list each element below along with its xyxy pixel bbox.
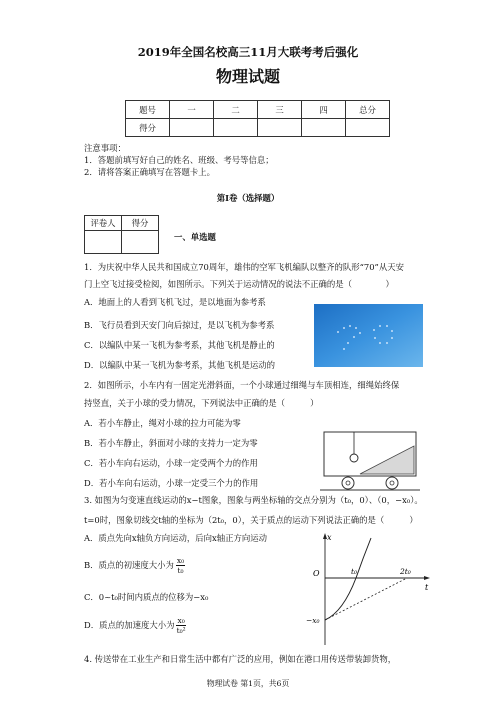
score-input-cell[interactable] bbox=[302, 119, 346, 137]
cart-diagram bbox=[320, 428, 420, 492]
score-cell: 题号 bbox=[126, 101, 170, 119]
q2-option-d[interactable]: D．若小车向右运动，小球一定受三个力的作用 bbox=[84, 478, 259, 488]
q3-option-b[interactable] bbox=[84, 556, 185, 575]
q3-option-c[interactable]: C．0~t₀时间内质点的位移为−x₀ bbox=[84, 592, 209, 602]
score-cell: 得分 bbox=[126, 119, 170, 137]
q3-option-b-text: B．质点的初速度大小为 bbox=[84, 560, 174, 570]
q2-stem-line1: 2．如图所示，小车内有一固定光滑斜面，一个小球通过细绳与车顶相连，细绳始终保 bbox=[84, 380, 400, 390]
score-input-cell[interactable] bbox=[258, 119, 302, 137]
q1-option-c[interactable]: C．以编队中某一飞机为参考系，其他飞机是静止的 bbox=[84, 340, 275, 350]
score-cell: 二 bbox=[214, 101, 258, 119]
fraction-numerator: x₀ bbox=[176, 556, 185, 565]
fraction bbox=[176, 616, 185, 635]
neg-x0-label: −x₀ bbox=[306, 616, 320, 625]
score-input-cell[interactable] bbox=[346, 119, 390, 137]
q3-option-a[interactable]: A．质点先向x轴负方向运动，后向x轴正方向运动 bbox=[84, 533, 267, 543]
q2-stem-line2: 持竖直，关于小球的受力情况，下列说法中正确的是（ ） bbox=[84, 398, 319, 408]
note-item: 2．请将答案正确填写在答题卡上。 bbox=[84, 167, 215, 177]
fraction-numerator: x₀ bbox=[177, 616, 185, 625]
grader-input-cell[interactable] bbox=[85, 231, 122, 254]
x-axis-label: t bbox=[425, 583, 429, 592]
y-axis-label: x bbox=[327, 533, 332, 542]
notes-heading: 注意事项： bbox=[84, 143, 126, 153]
score-table-header-row bbox=[126, 101, 390, 119]
page-footer: 物理试卷 第1页，共6页 bbox=[206, 679, 290, 688]
score-table-score-row bbox=[126, 119, 390, 137]
q2-option-b[interactable]: B．若小车静止，斜面对小球的支持力一定为零 bbox=[84, 438, 258, 448]
section-title: 第I卷（选择题） bbox=[216, 193, 280, 203]
exam-title: 2019年全国名校高三11月大联考考后强化 bbox=[137, 45, 359, 59]
q2-option-c[interactable]: C．若小车向右运动，小球一定受两个力的作用 bbox=[84, 458, 258, 468]
grader-label: 评卷人 bbox=[85, 216, 122, 231]
score-table bbox=[125, 100, 390, 137]
fraction-denominator: t₀² bbox=[176, 626, 186, 635]
q3-stem-line1: 3. 如图为匀变速直线运动的x−t图象，图象与两坐标轴的交点分别为（t₀，0）、（0，−x₀）。 bbox=[84, 495, 423, 505]
q2-option-a[interactable]: A．若小车静止，绳对小球的拉力可能为零 bbox=[84, 418, 241, 428]
origin-label: O bbox=[313, 569, 320, 578]
grader-input-cell[interactable] bbox=[122, 231, 159, 254]
q3-stem-line2: t=0时，图象切线交t轴的坐标为（2t₀，0），关于质点的运动下列说法正确的是（ ） bbox=[84, 515, 418, 525]
fraction bbox=[176, 556, 185, 575]
2t0-label: 2t₀ bbox=[400, 567, 411, 576]
grader-table bbox=[84, 215, 159, 254]
score-input-cell[interactable] bbox=[170, 119, 214, 137]
t0-label: t₀ bbox=[351, 567, 358, 576]
q1-stem-line2: 门上空飞过接受检阅，如图所示。下列关于运动情况的说法不正确的是（ ） bbox=[84, 279, 394, 289]
xt-graph bbox=[305, 530, 435, 650]
score-cell: 三 bbox=[258, 101, 302, 119]
note-item: 1．答题前填写好自己的姓名、班级、考号等信息； bbox=[84, 155, 274, 165]
q1-option-d[interactable]: D．以编队中某一飞机为参考系，其他飞机是运动的 bbox=[84, 360, 275, 370]
score-cell: 总分 bbox=[346, 101, 390, 119]
q1-option-a[interactable]: A．地面上的人看到飞机飞过，是以地面为参考系 bbox=[84, 297, 266, 307]
q1-option-b[interactable]: B．飞行员看到天安门向后掠过，是以飞机为参考系 bbox=[84, 320, 275, 330]
airshow-photo bbox=[314, 304, 423, 367]
grader-score-label: 得分 bbox=[122, 216, 159, 231]
score-cell: 四 bbox=[302, 101, 346, 119]
q3-option-d-text: D．质点的加速度大小为 bbox=[84, 620, 175, 630]
exam-subtitle: 物理试题 bbox=[215, 67, 280, 86]
q3-option-d[interactable] bbox=[84, 616, 186, 635]
score-input-cell[interactable] bbox=[214, 119, 258, 137]
part-title: 一、单选题 bbox=[174, 232, 216, 242]
score-cell: 一 bbox=[170, 101, 214, 119]
q4-stem-line1: 4. 传送带在工业生产和日常生活中都有广泛的应用，例如在港口用传送带装卸货物， bbox=[84, 654, 397, 664]
fraction-denominator: t₀ bbox=[177, 566, 184, 575]
q1-stem-line1: 1．为庆祝中华人民共和国成立70周年，雄伟的空军飞机编队以整齐的队形“70”从天安 bbox=[84, 262, 404, 272]
